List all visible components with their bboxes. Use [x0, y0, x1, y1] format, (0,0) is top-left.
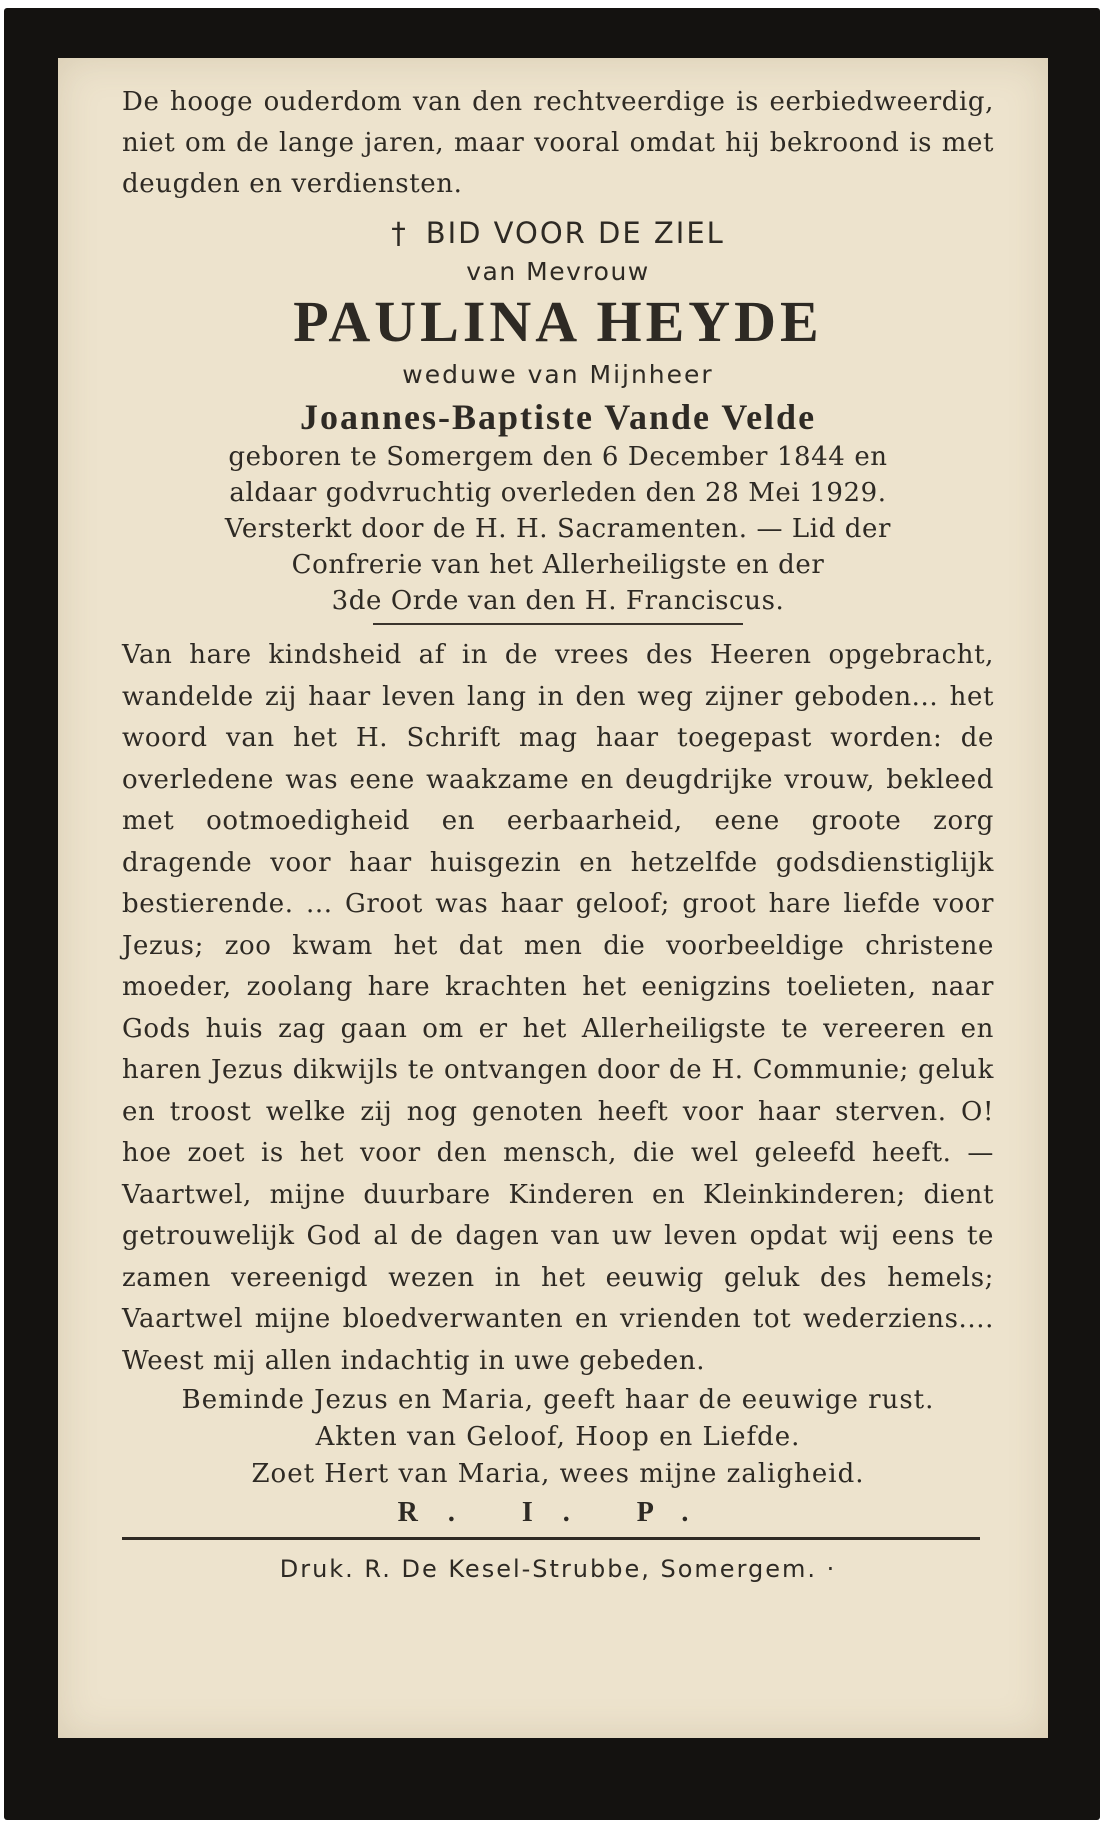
memorial-card [58, 58, 1048, 1738]
prayer-heading [122, 211, 994, 255]
printer-line: Druk. R. De Kesel-Strubbe, Somergem. · [279, 1555, 837, 1583]
card-content [122, 68, 994, 1586]
eulogy-text: Van hare kindsheid af in de vrees des Heeren opgebracht, wandelde zij haar leven lang in den weg zijner geboden... het woord van het H. Schrift mag haar toegepast worden: de overledene was eene waakzame en deugdrijke vrouw, bekleed met ootmoedigheid en eerbaarheid, eene groote zorg dragende voor haar huisgezin en hetzelfde godsdienstiglijk bestierende. ... Groot was haar geloof; groot hare liefde voor Jezus; zoo kwam het dat men die voorbeeldige christene moeder, zoolang hare krachten het eenigzins toelieten, naar Gods huis zag gaan om er het Allerheiligste te vereeren en haren Jezus dikwijls te ontvangen door de H. Communie; geluk en troost welke zij nog genoten heeft voor haar sterven. O! hoe zoet is het voor den mensch, die wel geleefd heeft. — Vaartwel, mijne duurbare Kinderen en Kleinkinderen; dient getrouwelijk God al de dagen van uw leven opdat wij eens te zamen vereenigd wezen in het eeuwig geluk des hemels; Vaartwel mijne bloedverwanten en vrienden tot wederziens.... Weest mij allen indachtig in uwe gebeden. [122, 640, 994, 1376]
closing-prayer-3: Zoet Hert van Maria, wees mijne zaligheid. [251, 1459, 865, 1489]
title-line: van Mevrouw [466, 257, 650, 286]
closing-prayer-1: Beminde Jezus en Maria, geeft haar de eeuwige rust. [181, 1385, 935, 1415]
life-line-order: 3de Orde van den H. Franciscus. [331, 586, 785, 616]
closing-prayer-2: Akten van Geloof, Hoop en Liefde. [315, 1422, 801, 1452]
widow-of-line: weduwe van Mijnheer [402, 360, 714, 389]
husband-name: Joannes-Baptiste Vande Velde [299, 397, 817, 437]
prayer-text: BID VOOR DE ZIEL [425, 216, 725, 250]
divider-short [373, 623, 743, 625]
divider-long [122, 1537, 980, 1540]
life-line-confraternity: Confrerie van het Allerheiligste en der [291, 550, 825, 580]
deceased-name: PAULINA HEYDE [293, 289, 823, 354]
opening-quote: De hooge ouderdom van den rechtveerdige is eerbiedweerdig, niet om de lange jaren, maar vooral omdat hij bekroond is met deugden en verdiensten. [122, 87, 994, 199]
life-line-sacraments: Versterkt door de H. H. Sacramenten. — Lid der [224, 514, 892, 544]
rip-line: R. I. P. [397, 1497, 719, 1528]
life-line-death: aldaar godvruchtig overleden den 28 Mei 1929. [229, 478, 887, 508]
life-line-birth: geboren te Somergem den 6 December 1844 en [228, 442, 888, 472]
cross-icon: † [391, 216, 408, 250]
